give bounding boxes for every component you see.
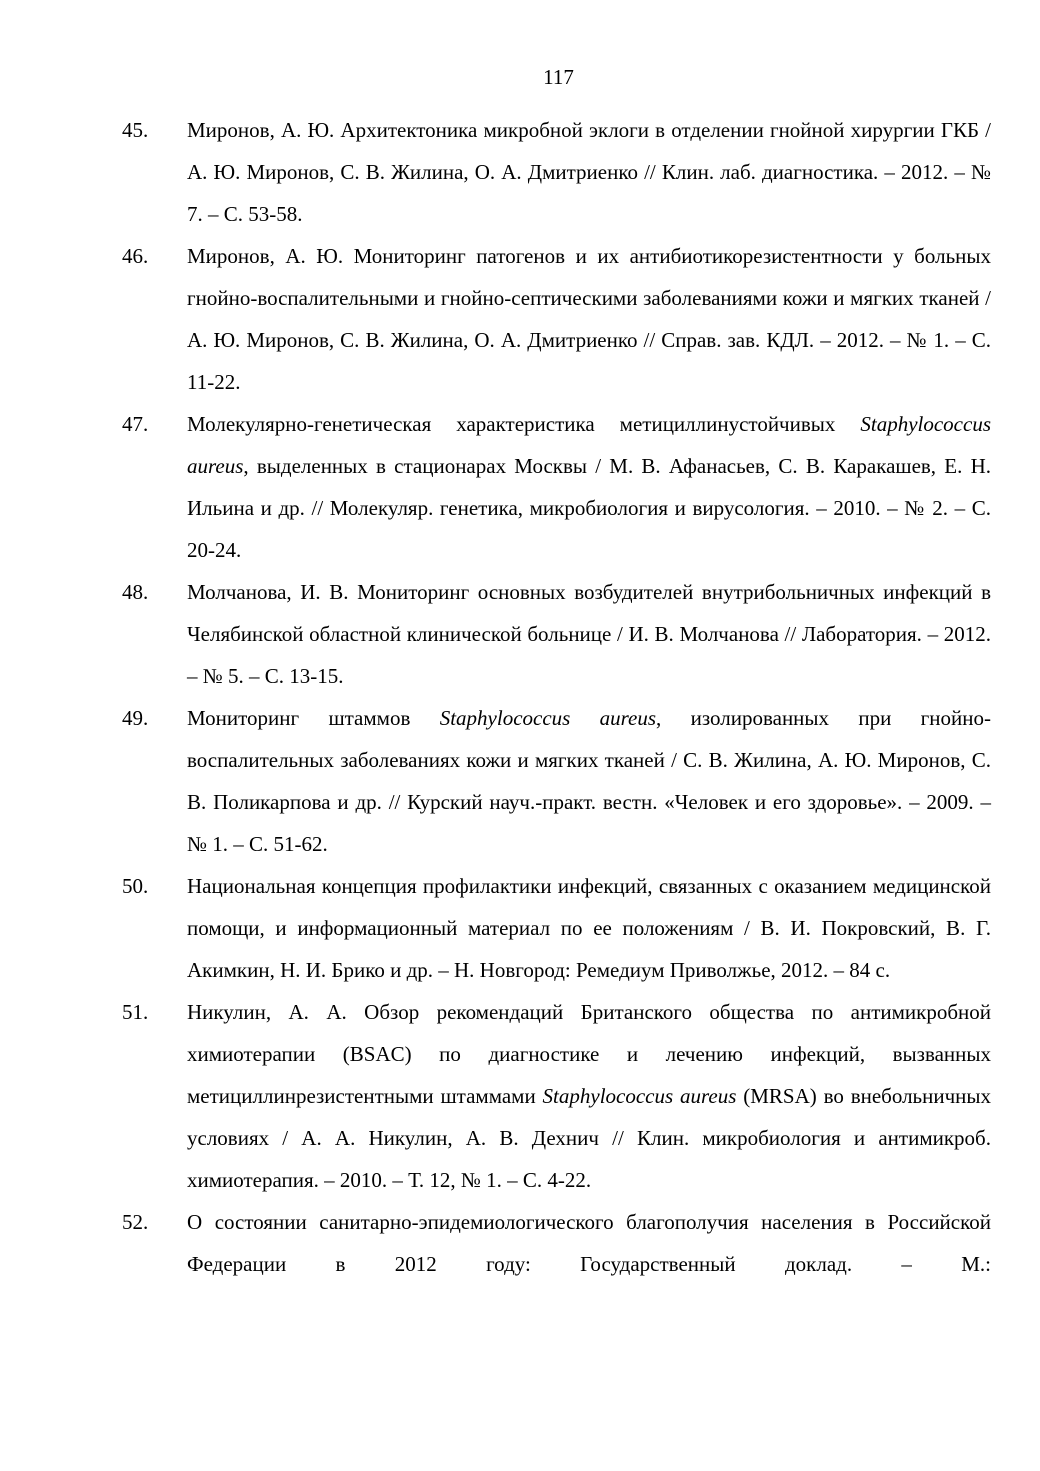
reference-item: [0, 109, 1040, 235]
reference-species-name: Staphylococcus aureus: [542, 1084, 737, 1108]
reference-item: [0, 403, 1040, 571]
reference-number: 49.: [122, 706, 149, 730]
reference-number: 47.: [122, 412, 149, 436]
reference-text: [187, 865, 991, 991]
reference-text: [187, 1201, 991, 1285]
reference-text: [187, 571, 991, 697]
reference-segment: Молчанова, И. В. Мониторинг основных возбудителей внутрибольничных инфекций в Челябинской областной клинической больнице / И. В. Молчанова // Лаборатория. – 2012. – № 5. – С. 13-15.: [187, 580, 991, 688]
reference-item: [0, 865, 1040, 991]
reference-segment: Мониторинг штаммов: [187, 706, 440, 730]
reference-text: [187, 697, 991, 865]
reference-list: [0, 109, 1040, 1285]
reference-segment: Никулин, А. А. Обзор рекомендаций Британского общества по антимикробной химиотерапии (BSAC) по диагностике и лечению инфекций, вызванных метициллинрезистентными штаммами: [187, 1000, 991, 1108]
reference-text: [187, 235, 991, 403]
reference-text: [187, 991, 991, 1201]
reference-segment: (MRSA) во внебольничных условиях / А. А. Никулин, А. В. Дехнич // Клин. микробиология и антимикроб. химиотерапия. – 2010. – Т. 12, № 1. – С. 4-22.: [187, 1084, 992, 1192]
reference-species-name: Staphylococcus aureus: [439, 706, 657, 730]
reference-item: [0, 697, 1040, 865]
reference-segment: Молекулярно-генетическая характеристика метициллинустойчивых: [187, 412, 861, 436]
reference-segment: О состоянии санитарно-эпидемиологического благополучия населения в Российской Федерации в 2012 году: Государственный доклад. – М.:: [187, 1210, 991, 1276]
reference-number: 45.: [122, 118, 149, 142]
reference-number: 50.: [122, 874, 149, 898]
reference-segment: Миронов, А. Ю. Архитектоника микробной эклоги в отделении гнойной хирургии ГКБ / А. Ю. Миронов, С. В. Жилина, О. А. Дмитриенко // Клин. лаб. диагностика. – 2012. – № 7. – С. 53-58.: [187, 118, 991, 226]
reference-item: [0, 571, 1040, 697]
reference-item: [0, 235, 1040, 403]
reference-number: 52.: [122, 1210, 149, 1234]
page-number: 117: [543, 65, 574, 89]
reference-number: 51.: [122, 1000, 149, 1024]
reference-segment: , выделенных в стационарах Москвы / М. В. Афанасьев, С. В. Каракашев, Е. Н. Ильина и др. // Молекуляр. генетика, микробиология и вирусология. – 2010. – № 2. – С. 20-24.: [187, 454, 991, 562]
reference-segment: Миронов, А. Ю. Мониторинг патогенов и их антибиотикорезистентности у больных гнойно-воспалительными и гнойно-септическими заболеваниями кожи и мягких тканей / А. Ю. Миронов, С. В. Жилина, О. А. Дмитриенко // Справ. зав. КДЛ. – 2012. – № 1. – С. 11-22.: [187, 244, 991, 394]
reference-item: [0, 1201, 1040, 1285]
reference-number: 48.: [122, 580, 149, 604]
reference-species-name: Staphylococcus aureus: [187, 412, 991, 478]
reference-segment: , изолированных при гнойно-воспалительных заболеваниях кожи и мягких тканей / С. В. Жилина, А. Ю. Миронов, С. В. Поликарпова и др. // Курский науч.-практ. вестн. «Человек и его здоровье». – 2009. – № 1. – С. 51-62.: [187, 706, 991, 856]
reference-text: [187, 109, 991, 235]
reference-text: [187, 403, 991, 571]
reference-item: [0, 991, 1040, 1201]
reference-number: 46.: [122, 244, 149, 268]
reference-segment: Национальная концепция профилактики инфекций, связанных с оказанием медицинской помощи, и информационный материал по ее положениям / В. И. Покровский, В. Г. Акимкин, Н. И. Брико и др. – Н. Новгород: Ремедиум Приволжье, 2012. – 84 с.: [187, 874, 991, 982]
